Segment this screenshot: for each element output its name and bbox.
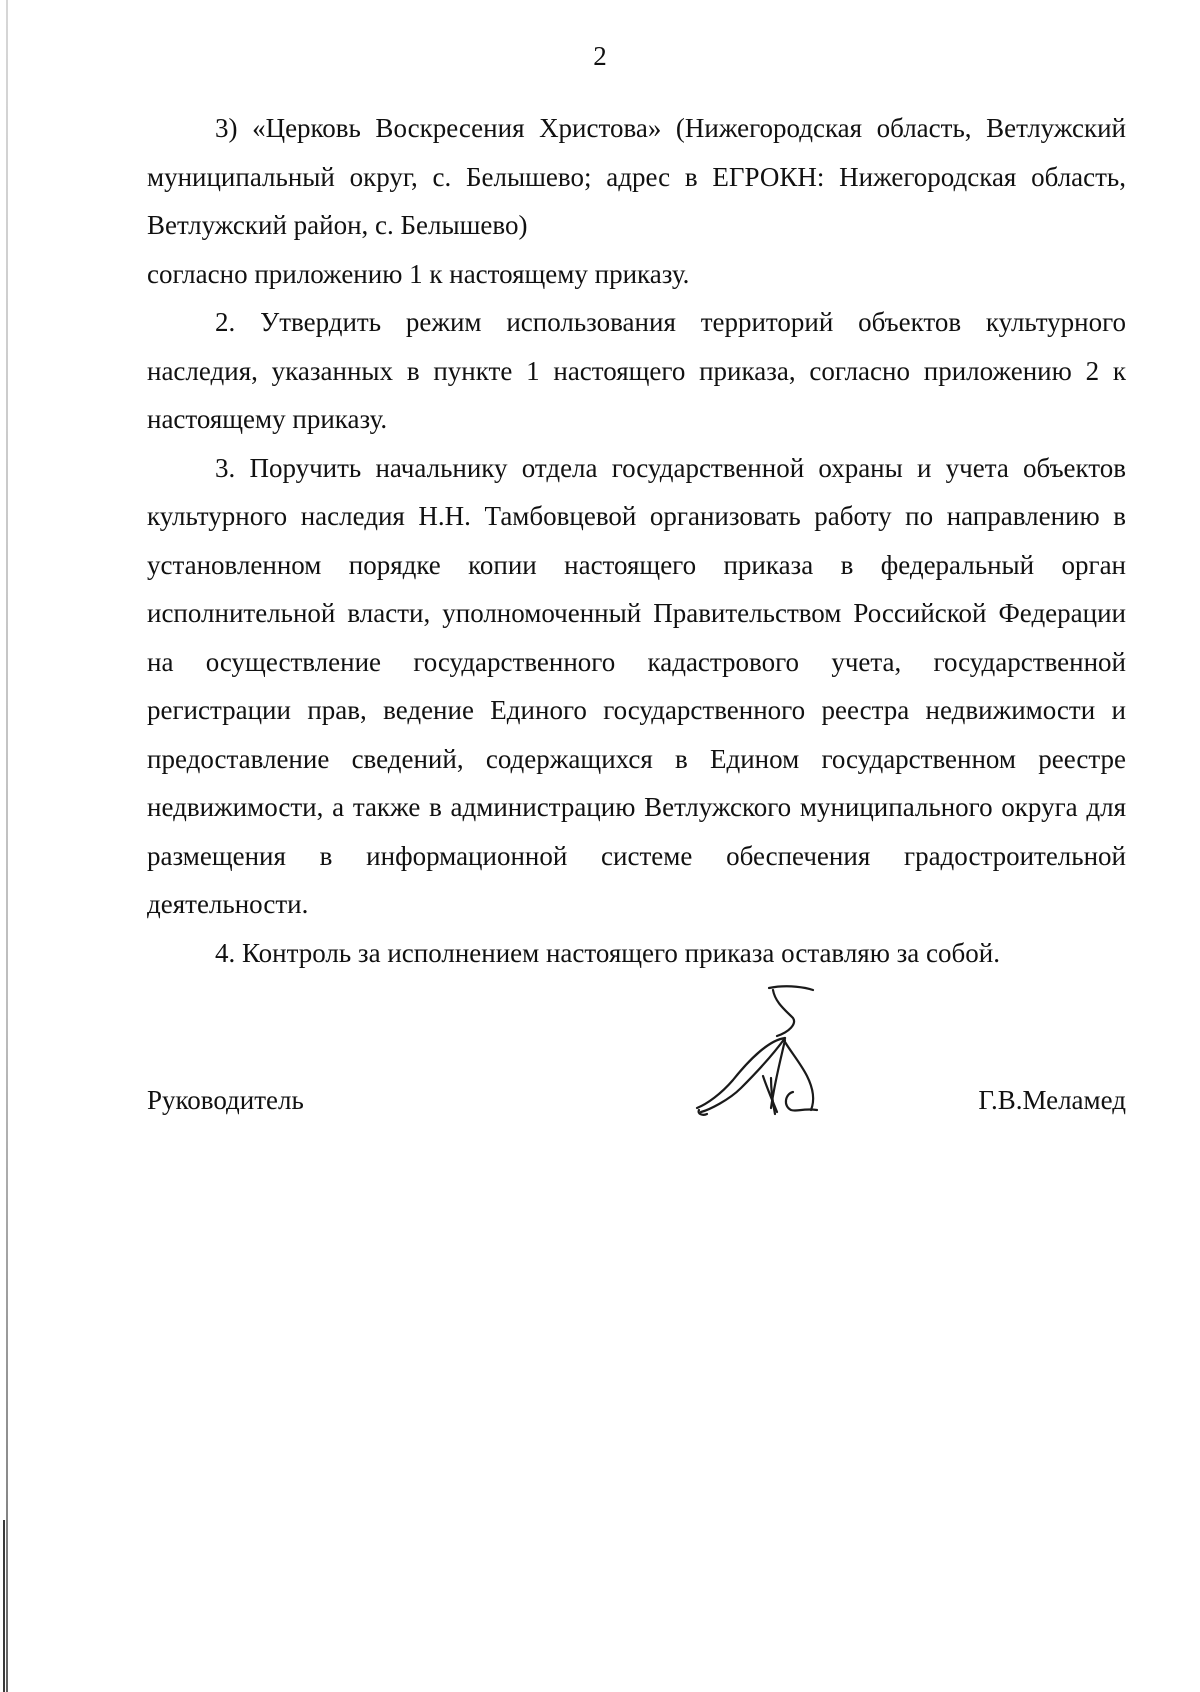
- document-body: [147, 104, 1126, 977]
- clause-2: 2. Утвердить режим использования территорий объектов культурного наследия, указанных в пункте 1 настоящего приказа, согласно приложению 2 к настоящему приказу.: [147, 307, 1126, 434]
- appendix-reference: согласно приложению 1 к настоящему приказу.: [147, 258, 690, 289]
- signature-block: [147, 1070, 1126, 1170]
- list-item-object-3: 3) «Церковь Воскресения Христова» (Нижегородская область, Ветлужский муниципальный округ, с. Белышево; адрес в ЕГРОКН: Нижегородская область, Ветлужский район, с. Белышево): [147, 113, 1126, 240]
- signer-position: Руководитель: [147, 1085, 304, 1115]
- page-number: 2: [593, 41, 607, 71]
- scan-edge: [6, 0, 8, 1692]
- handwritten-signature: [689, 980, 829, 1130]
- clause-3: 3. Поручить начальнику отдела государственной охраны и учета объектов культурного наследия Н.Н. Тамбовцевой организовать работу по направлению в установленном порядке копии настоящего приказа в федеральный орган исполнительной власти, уполномоченный Правительством Российской Федерации на осуществление государственного кадастрового учета, государственной регистрации прав, ведение Единого государственного реестра недвижимости и предоставление сведений, содержащихся в Едином государственном реестре недвижимости, а также в администрацию Ветлужского муниципального округа для размещения в информационной системе обеспечения градостроительной деятельности.: [147, 452, 1126, 919]
- signer-name: Г.В.Меламед: [978, 1085, 1126, 1115]
- clause-4: 4. Контроль за исполнением настоящего приказа оставляю за собой.: [215, 937, 1000, 968]
- scan-edge-shadow: [3, 1520, 5, 1692]
